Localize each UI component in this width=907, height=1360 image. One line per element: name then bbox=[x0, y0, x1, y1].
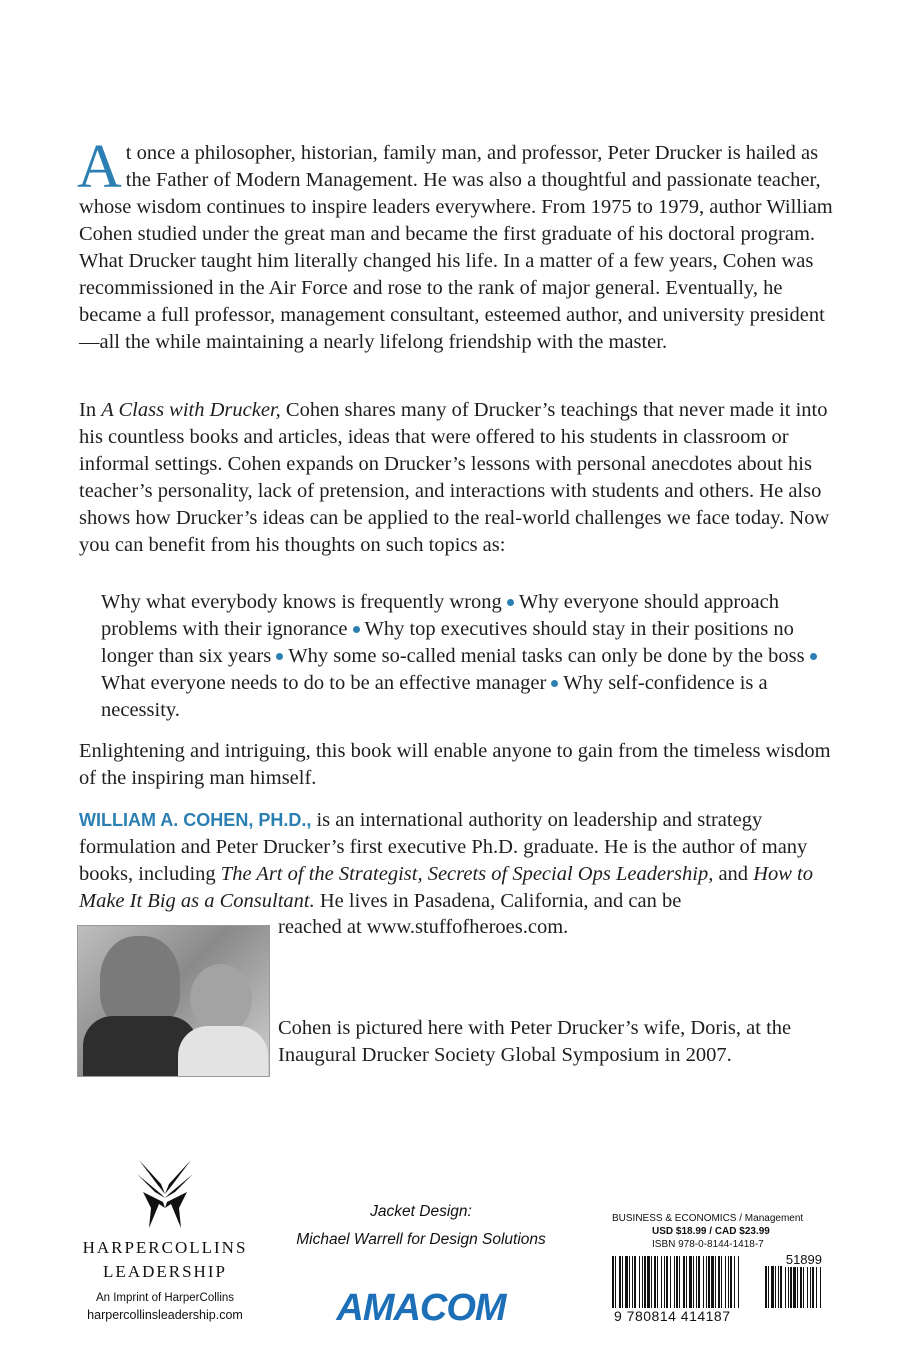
book-paragraph bbox=[79, 397, 834, 559]
drop-cap: A bbox=[77, 133, 122, 201]
bullet-icon bbox=[353, 626, 360, 633]
author-bio-text: is an international authority on leadership and strategy formulation and Peter Drucker’s first executive Ph.D. graduate. He is the author of many books, including bbox=[79, 809, 808, 885]
barcode-price-code: 51899 bbox=[785, 1252, 822, 1267]
closing-paragraph: Enlightening and intriguing, this book will enable anyone to gain from the timeless wisdom of the inspiring man himself. bbox=[79, 740, 831, 789]
topic-item: Why everyone should approach problems with their ignorance bbox=[101, 591, 779, 640]
topic-item: What everyone needs to do to be an effective manager bbox=[101, 672, 547, 694]
publisher-logo bbox=[75, 1158, 255, 1322]
imprint-text: An Imprint of HarperCollins bbox=[95, 1292, 235, 1304]
bullet-icon bbox=[507, 599, 514, 606]
topic-item: Why some so-called menial tasks can only be done by the boss bbox=[288, 645, 805, 667]
author-name: WILLIAM A. COHEN, PH.D., bbox=[79, 810, 312, 830]
jacket-credit bbox=[280, 1198, 562, 1254]
author-website: reached at www.stuffofheroes.com. bbox=[278, 916, 569, 938]
book-category: BUSINESS & ECONOMICS / Management bbox=[612, 1213, 804, 1224]
publisher-name-line2: LEADERSHIP bbox=[103, 1262, 227, 1281]
intro-text: t once a philosopher, historian, family man, and professor, Peter Drucker is hailed as the Father of Modern Management. He was also a thoughtful and passionate teacher, whose wisdom continues to inspire leaders everywhere. From 1975 to 1979, author William Cohen studied under the great man and became the first graduate of his doctoral program. What Drucker taught him literally changed his life. In a matter of a few years, Cohen was recommissioned in the Air Force and rose to the rank of major general. Eventually, he became a full professor, management consultant, esteemed author, and university president—all the while maintaining a nearly lifelong friendship with the master. bbox=[79, 142, 833, 353]
author-books: The Art of the Strategist, Secrets of Special Ops Leadership, bbox=[220, 863, 714, 885]
book-paragraph-rest: Cohen shares many of Drucker’s teachings that never made it into his countless books and articles, ideas that were offered to his students in classroom or informal settings. Cohen expands on Drucker’s lessons with personal anecdotes about his teacher’s personality, lack of pretension, and interactions with students and others. He also shows how Drucker’s ideas can be applied to the real-world challenges we face today. Now you can benefit from his thoughts on such topics as: bbox=[79, 399, 830, 556]
photo-figure-woman bbox=[190, 964, 252, 1034]
topic-item: Why self-confidence is a necessity. bbox=[101, 672, 768, 721]
author-photo bbox=[77, 925, 270, 1077]
bullet-icon bbox=[551, 680, 558, 687]
bullet-icon bbox=[810, 653, 817, 660]
author-bio-text: and bbox=[713, 863, 754, 885]
photo-caption: Cohen is pictured here with Peter Drucker’s wife, Doris, at the Inaugural Drucker Society Global Symposium in 2007. bbox=[278, 1017, 792, 1066]
book-paragraph-pre: In bbox=[79, 399, 102, 421]
photo-figure-dress bbox=[178, 1026, 268, 1077]
amacom-logo: AMACOM bbox=[336, 1287, 506, 1329]
butterfly-logo-icon bbox=[135, 1158, 195, 1230]
book-price: USD $18.99 / CAD $23.99 bbox=[652, 1226, 770, 1237]
jacket-label: Jacket Design: bbox=[370, 1203, 472, 1220]
author-book: How to Make It Big as a Consultant. bbox=[79, 863, 813, 912]
topics-list bbox=[101, 589, 834, 724]
topic-item: Why top executives should stay in their positions no longer than six years bbox=[101, 618, 794, 667]
author-bio bbox=[79, 807, 834, 915]
isbn: ISBN 978-0-8144-1418-7 bbox=[652, 1239, 764, 1250]
jacket-designer: Michael Warrell for Design Solutions bbox=[296, 1231, 546, 1248]
intro-paragraph bbox=[77, 133, 834, 356]
publisher-name bbox=[75, 1236, 255, 1284]
publisher-name-line1: HARPERCOLLINS bbox=[82, 1238, 248, 1257]
book-title: A Class with Drucker, bbox=[101, 399, 281, 421]
barcode-block bbox=[612, 1212, 824, 1324]
bullet-icon bbox=[276, 653, 283, 660]
topic-item: Why what everybody knows is frequently wrong bbox=[101, 591, 502, 613]
barcode-number: 9 780814 414187 bbox=[614, 1308, 731, 1324]
author-bio-text: He lives in Pasadena, California, and can be bbox=[314, 890, 682, 912]
publisher-url[interactable]: harpercollinsleadership.com bbox=[87, 1308, 243, 1322]
